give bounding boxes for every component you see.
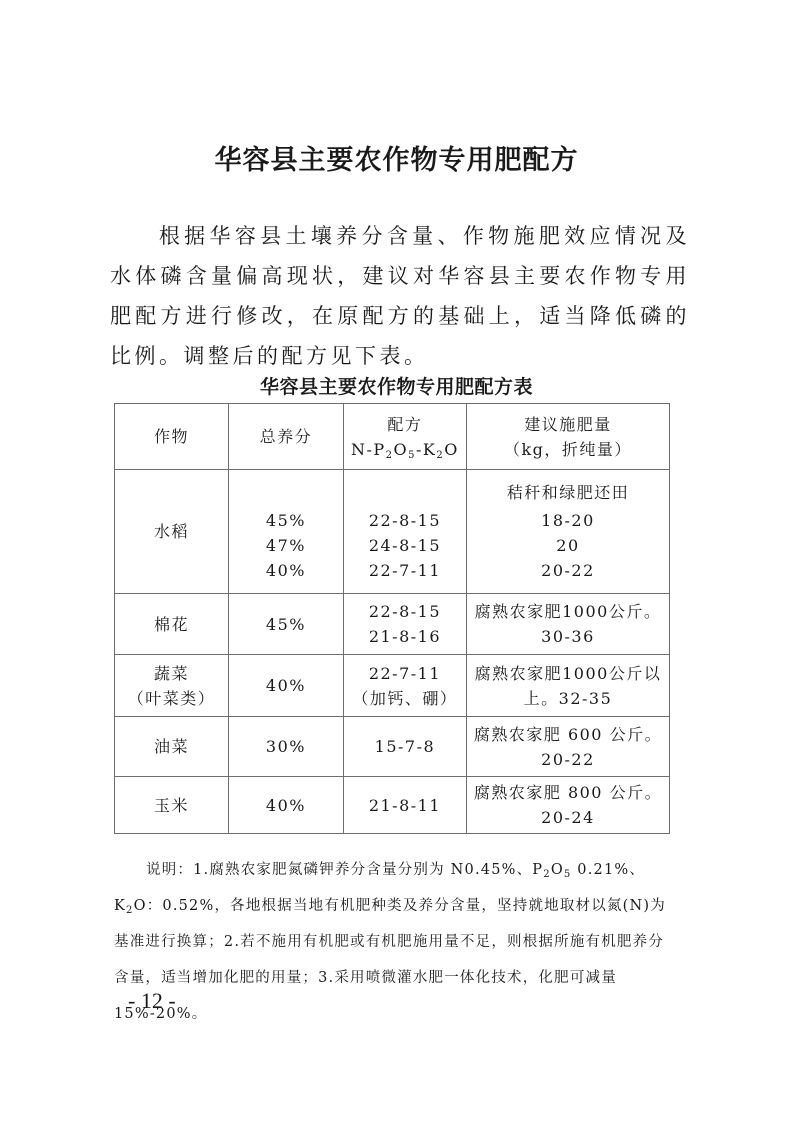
table-row	[115, 777, 670, 834]
table-row	[115, 470, 670, 594]
table-row	[115, 717, 670, 777]
nutrient-cell: 45% 47% 40%	[228, 470, 343, 594]
rate-cell: 腐熟农家肥 800 公斤。 20-24	[466, 777, 669, 834]
nutrient-cell: 30%	[228, 717, 343, 777]
header-crop: 作物	[115, 404, 229, 470]
table-row	[115, 594, 670, 655]
formula-cell: 22-7-11 （加钙、硼）	[343, 655, 466, 717]
rate-cell: 腐熟农家肥1000公斤。 30-36	[466, 594, 669, 655]
nutrient-cell: 40%	[228, 777, 343, 834]
crop-cell: 玉米	[115, 777, 229, 834]
nutrient-cell: 40%	[228, 655, 343, 717]
table-footnote: 说明：1.腐熟农家肥氮磷钾养分含量分别为 N0.45%、$P_2O_5$ 0.21%、$K_2O$：0.52%，各地根据当地有机肥种类及养分含量，坚持就地取材以氮(N)为基准进行换算；2.若不施用有机肥或有机肥施用量不足，则根据所施有机肥养分含量，适当增加化肥的用量；3.采用喷微灌水肥一体化技术，化肥可减量 15%-20%。	[114, 862, 666, 1022]
formula-cell: 22-8-15 21-8-16	[343, 594, 466, 655]
table-title: 华容县主要农作物专用肥配方表	[259, 376, 533, 398]
header-formula-npk: $N-P_2O_5-K_2O$	[350, 439, 459, 461]
nutrient-cell: 45%	[228, 594, 343, 655]
rate-cell: 秸秆和绿肥还田 18-20 20 20-22	[466, 470, 669, 594]
fertilizer-formula-table	[114, 403, 670, 834]
formula-cell: 15-7-8	[343, 717, 466, 777]
formula-cell: 22-8-15 24-8-15 22-7-11	[343, 470, 466, 594]
intro-text: 根据华容县土壤养分含量、作物施肥效应情况及水体磷含量偏高现状，建议对华容县主要农作物专用肥配方进行修改，在原配方的基础上，适当降低磷的比例。调整后的配方见下表。	[110, 224, 690, 368]
table-header-row	[115, 404, 670, 470]
header-formula	[343, 404, 466, 470]
header-application-rate: 建议施肥量 （kg，折纯量）	[466, 404, 669, 470]
header-total-nutrient: 总养分	[228, 404, 343, 470]
crop-cell: 油菜	[115, 717, 229, 777]
table-row	[115, 655, 670, 717]
header-formula-label: 配方	[387, 414, 423, 434]
crop-cell: 棉花	[115, 594, 229, 655]
intro-paragraph	[110, 216, 690, 376]
crop-cell: 水稻	[115, 470, 229, 594]
page-number: - 12 -	[128, 988, 176, 1013]
formula-cell: 21-8-11	[343, 777, 466, 834]
page-title: 华容县主要农作物专用肥配方	[214, 145, 579, 176]
rate-cell: 腐熟农家肥 600 公斤。 20-22	[466, 717, 669, 777]
crop-cell: 蔬菜 （叶菜类）	[115, 655, 229, 717]
rate-cell: 腐熟农家肥1000公斤以 上。32-35	[466, 655, 669, 717]
